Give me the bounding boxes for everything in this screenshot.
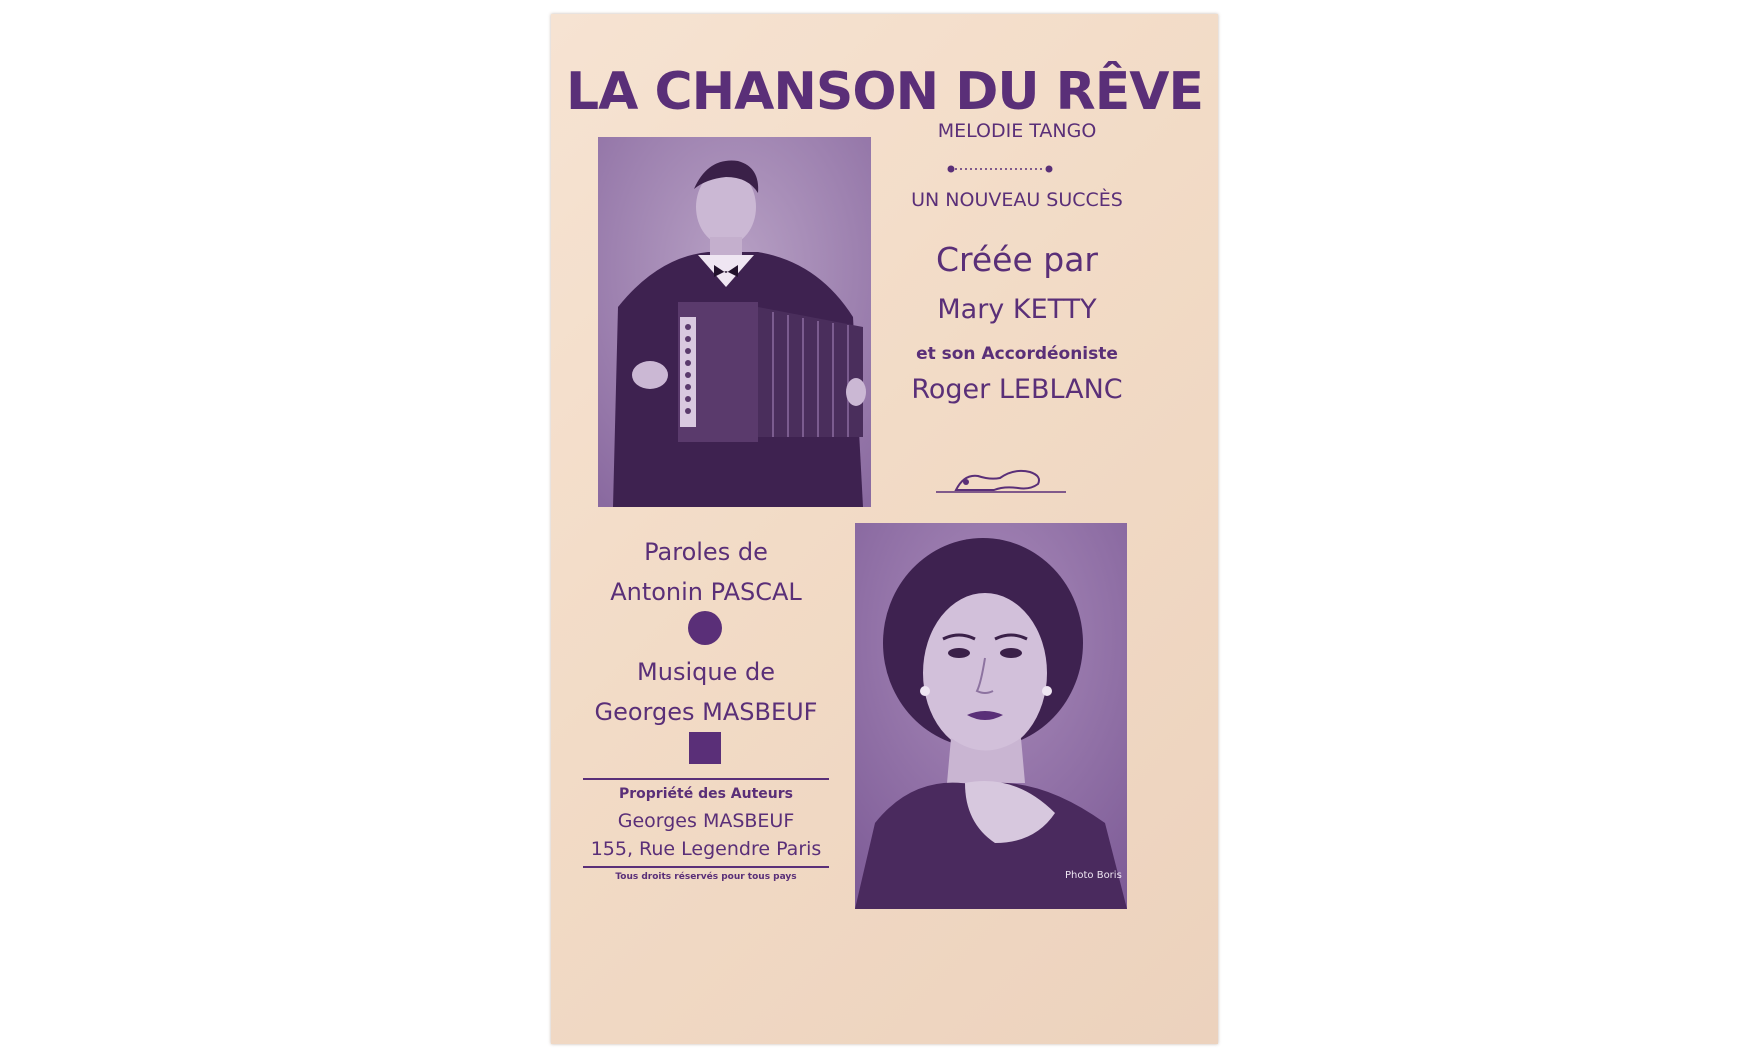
dotted-divider (947, 164, 1053, 174)
accordionist-label: et son Accordéoniste (916, 344, 1118, 364)
song-title: LA CHANSON DU RÊVE (565, 62, 1204, 122)
singer-name: Mary KETTY (937, 294, 1097, 325)
created-by-label: Créée par (935, 240, 1099, 279)
rights-notice: Tous droits réservés pour tous pays (615, 872, 797, 882)
square-bullet-icon (689, 732, 721, 764)
tagline: UN NOUVEAU SUCCÈS (911, 189, 1123, 211)
accordionist-photo-image (598, 137, 871, 507)
sheet-music-cover (551, 14, 1218, 1044)
publisher-bottom-rule (583, 866, 829, 868)
subtitle: MELODIE TANGO (937, 120, 1097, 142)
music-label: Musique de (637, 658, 775, 686)
singer-photo-image (855, 523, 1127, 909)
circle-bullet-icon (688, 611, 722, 645)
composer-name: Georges MASBEUF (594, 698, 818, 726)
accordionist-photo (598, 137, 871, 507)
accordionist-name: Roger LEBLANC (911, 374, 1123, 405)
photo-credit: Photo Boris (1065, 870, 1122, 881)
lyrics-label: Paroles de (644, 538, 768, 566)
publisher-address: 155, Rue Legendre Paris (590, 838, 822, 860)
greyhound-ornament-icon (934, 462, 1068, 496)
publisher-top-rule (583, 778, 829, 780)
singer-photo (855, 523, 1127, 909)
publisher-name: Georges MASBEUF (617, 810, 795, 832)
property-line: Propriété des Auteurs (619, 786, 793, 802)
lyricist-name: Antonin PASCAL (610, 578, 802, 606)
